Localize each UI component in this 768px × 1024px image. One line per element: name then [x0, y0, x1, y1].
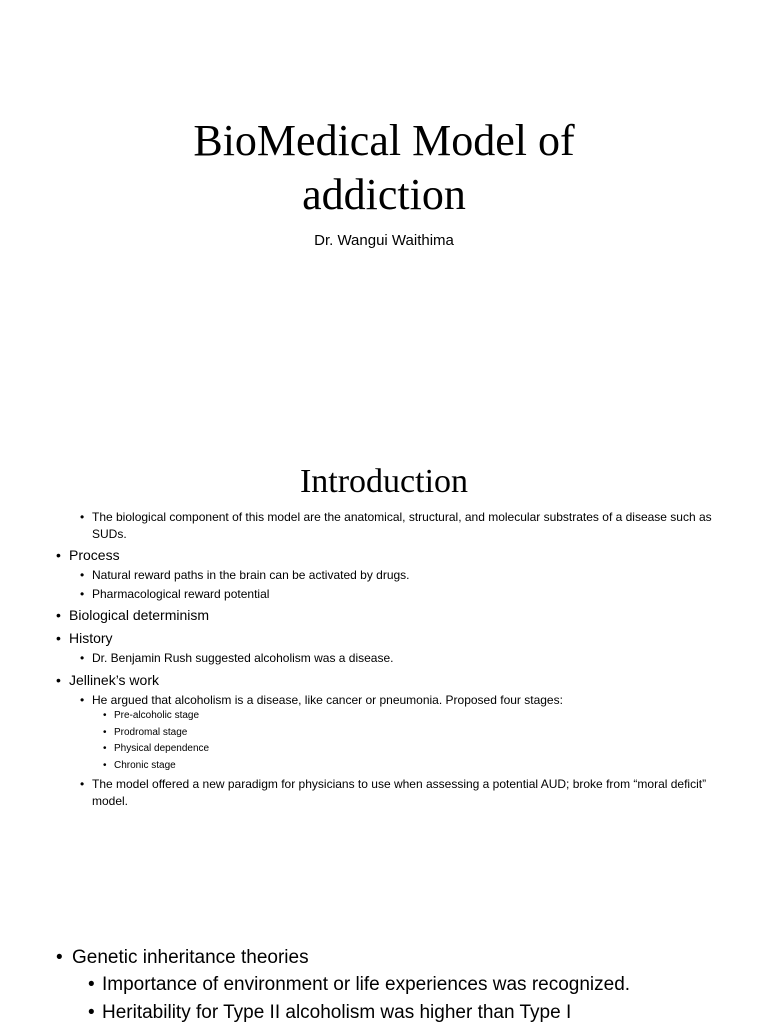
list-item: • He argued that alcoholism is a disease, like cancer or pneumonia. Proposed four stages: [56, 692, 712, 709]
list-item: • Genetic inheritance theories [56, 944, 748, 971]
list-item: • Natural reward paths in the brain can be activated by drugs. [56, 567, 712, 584]
list-item: • Biological determinism [56, 606, 712, 625]
list-item: • Dr. Benjamin Rush suggested alcoholism was a disease. [56, 650, 712, 667]
slide-genetic [0, 900, 768, 1024]
list-item: • Prodromal stage [56, 725, 712, 742]
list-item: • History [56, 629, 712, 648]
bullet-list [56, 507, 712, 809]
list-item: • Heritability for Type II alcoholism was higher than Type I [56, 999, 748, 1024]
list-item: • Chronic stage [56, 758, 712, 775]
slide-title: Introduction [299, 463, 469, 500]
list-item: • The biological component of this model are the anatomical, structural, and molecular substrates of a disease such as SUDs. [56, 509, 712, 542]
list-item: • Jellinek’s work [56, 671, 712, 690]
presentation-title [0, 114, 768, 222]
list-item: • Pharmacological reward potential [56, 586, 712, 603]
list-item: • Physical dependence [56, 741, 712, 758]
list-item: • Process [56, 546, 712, 565]
slide-title [0, 0, 768, 420]
list-item: • The model offered a new paradigm for physicians to use when assessing a potential AUD; broke from “moral deficit” model. [56, 776, 712, 809]
list-item: • Importance of environment or life experiences was recognized. [56, 971, 748, 999]
bullet-list [56, 944, 748, 1024]
author-subtitle: Dr. Wangui Waithima [314, 232, 454, 249]
list-item: • Pre-alcoholic stage [56, 708, 712, 725]
title-line-1: BioMedical Model of [193, 116, 575, 165]
title-line-2: addiction [302, 170, 466, 219]
slide-introduction [0, 420, 768, 900]
